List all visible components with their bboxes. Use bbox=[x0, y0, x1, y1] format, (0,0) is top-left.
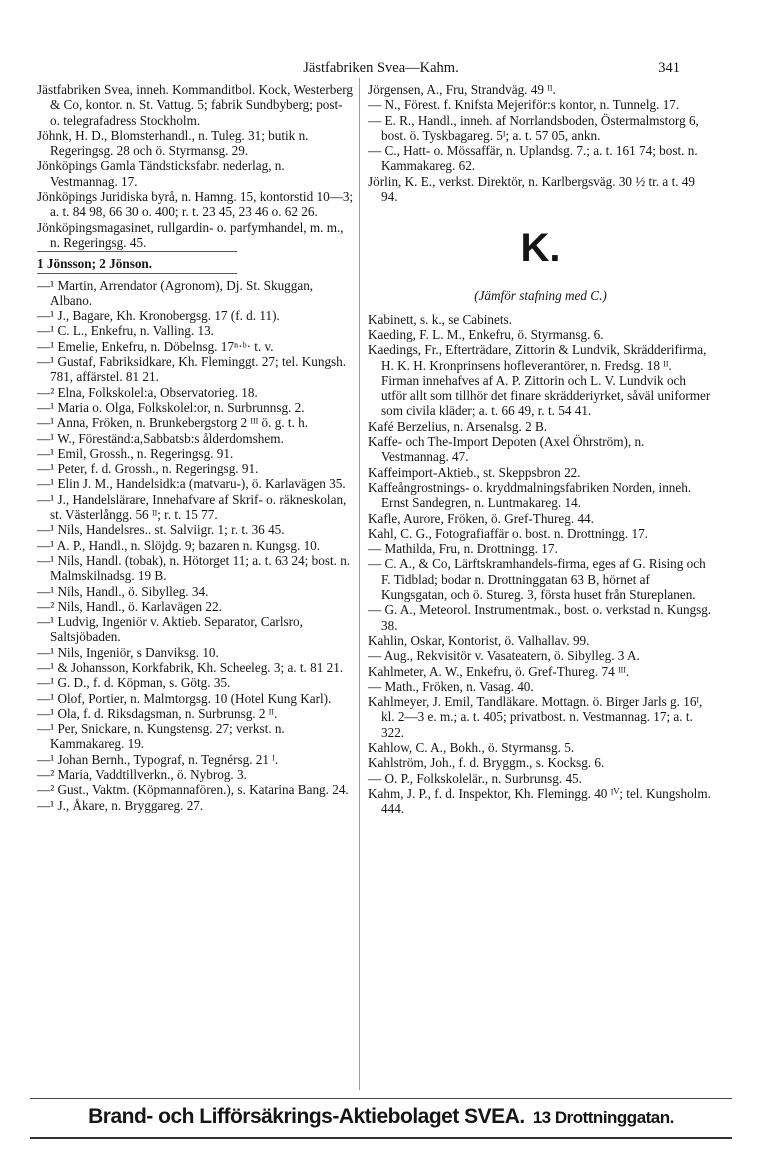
list-item: —¹ Ola, f. d. Riksdagsman, n. Surbrunsg. 2 ᴵᴵ. bbox=[37, 705, 278, 721]
separator-rule bbox=[37, 273, 237, 274]
list-item: Jästfabriken Svea, inneh. Kommanditbol. Kock, Westerberg & Co, kontor. n. St. Vattug. 5; fabrik Sundbyberg; post- o. telegrafadress Stockholm. bbox=[37, 82, 353, 128]
list-item: — O. P., Folkskolelär., n. Surbrunsg. 45. bbox=[368, 770, 582, 786]
list-item: Jönköpingsmagasinet, rullgardin- o. parfymhandel, m. m., n. Regeringsg. 45. bbox=[37, 219, 344, 250]
list-item: Kahlmeter, A. W., Enkefru, ö. Gref-Thureg. 74 ᴵᴵᴵ. bbox=[368, 663, 630, 679]
list-item: —¹ W., Föreständ:a,Sabbatsb:s ålderdomshem. bbox=[37, 430, 284, 446]
list-item: Kahm, J. P., f. d. Inspektor, Kh. Flemingg. 40 ᴵⱽ; tel. Kungsholm. 444. bbox=[368, 785, 711, 817]
list-item: —¹ Peter, f. d. Grossh., n. Regeringsg. 91. bbox=[37, 461, 259, 477]
list-item: —¹ J., Bagare, Kh. Kronobergsg. 17 (f. d. 11). bbox=[37, 308, 280, 324]
list-item: Kaffe- och The-Import Depoten (Axel Öhrström), n. Vestmannag. 47. bbox=[368, 434, 645, 465]
list-item: Kaeding, F. L. M., Enkefru, ö. Styrmansg. 6. bbox=[368, 326, 604, 342]
left-column bbox=[37, 82, 355, 813]
list-item: —¹ Gustaf, Fabriksidkare, Kh. Fleminggt. 27; tel. Kungsh. 781, affärstel. 81 21. bbox=[37, 354, 347, 385]
list-item: —¹ Per, Snickare, n. Kungstensg. 27; verkst. n. Kammakareg. 19. bbox=[37, 721, 285, 752]
list-item: — N., Förest. f. Knifsta Mejeriför:s kontor, n. Tunnelg. 17. bbox=[368, 97, 680, 113]
list-item: —¹ C. L., Enkefru, n. Valling. 13. bbox=[37, 323, 214, 339]
list-item: —¹ J., Handelslärare, Innehafvare af Skrif- o. räkneskolan, st. Västerlångg. 56 ᴵᴵ; r. t. 15 77. bbox=[37, 491, 347, 523]
list-item: Kahlström, Joh., f. d. Bryggm., s. Kocksg. 6. bbox=[368, 755, 605, 771]
list-item: —¹ Emil, Grossh., n. Regeringsg. 91. bbox=[37, 445, 234, 461]
list-item: —¹ Maria o. Olga, Folkskolel:or, n. Surbrunnsg. 2. bbox=[37, 399, 305, 415]
list-item: —¹ Anna, Fröken, n. Brunkebergstorg 2 ᴵᴵᴵ ö. g. t. h. bbox=[37, 415, 309, 431]
list-item: —² Maria, Vaddtillverkn., ö. Nybrog. 3. bbox=[37, 767, 247, 783]
list-item: — Math., Fröken, n. Vasag. 40. bbox=[368, 678, 534, 694]
section-note: (Jämför stafning med C.) bbox=[474, 288, 607, 304]
list-item: —¹ A. P., Handl., n. Slöjdg. 9; bazaren n. Kungsg. 10. bbox=[37, 537, 321, 553]
surname-heading: 1 Jönsson; 2 Jönson. bbox=[37, 256, 153, 272]
list-item: —² Gust., Vaktm. (Köpmannafören.), s. Katarina Bang. 24. bbox=[37, 782, 349, 798]
list-item: — C., Hatt- o. Mössaffär, n. Uplandsg. 7.; a. t. 161 74; bost. n. Kammakareg. 62. bbox=[368, 143, 698, 174]
list-item: Kahlow, C. A., Bokh., ö. Styrmansg. 5. bbox=[368, 739, 575, 755]
list-item: —² Elna, Folkskolel:a, Observatorieg. 18. bbox=[37, 384, 258, 400]
list-item: —¹ Emelie, Enkefru, n. Döbelnsg. 17ⁿ·ᵇ· t. v. bbox=[37, 338, 274, 354]
footer-rule-bottom bbox=[30, 1137, 732, 1139]
list-item: —¹ J., Åkare, n. Bryggareg. 27. bbox=[37, 797, 204, 813]
column-divider bbox=[359, 78, 360, 1090]
list-item: Kafle, Aurore, Fröken, ö. Gref-Thureg. 44. bbox=[368, 510, 594, 526]
list-item: — Aug., Rekvisitör v. Vasateatern, ö. Sibylleg. 3 A. bbox=[368, 648, 640, 664]
list-item: Kahlmeyer, J. Emil, Tandläkare. Mottagn. ö. Birger Jarls g. 16ᴵ, kl. 2—3 e. m.; a. t. 405; privatbost. n. Vestmannag. 17; a. t. 322. bbox=[368, 694, 703, 740]
list-item: —² Nils, Handl., ö. Karlavägen 22. bbox=[37, 598, 222, 614]
page-number: 341 bbox=[658, 60, 680, 76]
list-item: Kahl, C. G., Fotografiaffär o. bost. n. Drottningg. 17. bbox=[368, 525, 648, 541]
list-item: Kahlin, Oskar, Kontorist, ö. Valhallav. 99. bbox=[368, 632, 590, 648]
list-item: —¹ Ludvig, Ingeniör v. Aktieb. Separator, Carlsro, Saltsjöbaden. bbox=[37, 614, 303, 645]
section-letter: K. bbox=[520, 226, 561, 271]
list-item: —¹ Johan Bernh., Typograf, n. Tegnérsg. 21 ᴵ. bbox=[37, 751, 279, 767]
right-column bbox=[368, 82, 713, 816]
running-title: Jästfabriken Svea—Kahm. bbox=[303, 60, 459, 76]
list-item: — G. A., Meteorol. Instrumentmak., bost. o. verkstad n. Kungsg. 38. bbox=[368, 602, 712, 633]
separator-rule bbox=[37, 251, 237, 252]
list-item: —¹ Nils, Handl. (tobak), n. Hötorget 11; a. t. 63 24; bost. n. Malmskilnadsg. 19 B. bbox=[37, 552, 351, 584]
list-item: Jörgensen, A., Fru, Strandväg. 49 ᴵᴵ. bbox=[368, 82, 556, 97]
list-item: Jönköpings Gamla Tändsticksfabr. nederlag, n. Vestmannag. 17. bbox=[37, 158, 285, 189]
list-item: — C. A., & Co, Lärftskramhandels-firma, eges af G. Rising och F. Tidblad; bodar n. Drottninggatan 63 B, hörnet af Kungsgatan, och ö. Stureg. 3, första huset från Stureplanen. bbox=[368, 556, 706, 603]
list-item: Kaffeångrostnings- o. kryddmalningsfabriken Norden, inneh. Ernst Sandegren, n. Luntmakareg. 14. bbox=[368, 479, 692, 511]
list-item: Jörlin, K. E., verkst. Direktör, n. Karlbergsväg. 30 ½ tr. a t. 49 94. bbox=[368, 173, 696, 205]
list-item: —¹ Martin, Arrendator (Agronom), Dj. St. Skuggan, Albano. bbox=[37, 277, 314, 308]
list-item: Kabinett, s. k., se Cabinets. bbox=[368, 311, 512, 327]
page-header bbox=[0, 60, 762, 80]
list-item: Jönköpings Juridiska byrå, n. Hamng. 15, kontorstid 10—3; a. t. 84 98, 66 30 o. 400; r. t. 23 45, 23 46 o. 62 26. bbox=[37, 189, 354, 220]
list-item: —¹ Nils, Handelsres.. st. Salviigr. 1; r. t. 36 45. bbox=[37, 522, 285, 538]
advertisement-text: Brand- och Lifförsäkrings-Aktiebolaget SVEA. bbox=[88, 1105, 525, 1128]
advertisement-address: 13 Drottninggatan. bbox=[532, 1108, 674, 1127]
list-item: Jöhnk, H. D., Blomsterhandl., n. Tuleg. 31; butik n. Regeringsg. 28 och ö. Styrmansg. 29. bbox=[37, 127, 309, 159]
list-item: —¹ Nils, Handl., ö. Sibylleg. 34. bbox=[37, 583, 209, 599]
list-item: Kaedings, Fr., Efterträdare, Zittorin & Lundvik, Skrädderifirma, H. K. H. Kronprinsens hofleverantörer, n. Fredsg. 18 ᴵᴵ. Firman innehafves af A. P. Zittorin och L. V. Lundvik och utför allt som tillhör det finare skrädderiyrket, såväl uniformer som civila kläder; a. t. 66 49, r. t. 54 41. bbox=[368, 342, 711, 419]
list-item: —¹ & Johansson, Korkfabrik, Kh. Scheeleg. 3; a. t. 81 21. bbox=[37, 659, 344, 675]
advertisement bbox=[30, 1105, 732, 1129]
list-item: —¹ Olof, Portier, n. Malmtorgsg. 10 (Hotel Kung Karl). bbox=[37, 690, 332, 706]
list-item: — Mathilda, Fru, n. Drottningg. 17. bbox=[368, 541, 558, 557]
list-item: —¹ Nils, Ingeniör, s Danviksg. 10. bbox=[37, 644, 219, 660]
list-item: Kaffeimport-Aktieb., st. Skeppsbron 22. bbox=[368, 464, 581, 480]
advertisement-footer bbox=[30, 1098, 732, 1139]
list-item: Kafé Berzelius, n. Arsenalsg. 2 B. bbox=[368, 418, 548, 434]
footer-rule bbox=[30, 1098, 732, 1099]
list-item: —¹ Elin J. M., Handelsidk:a (matvaru-), ö. Karlavägen 35. bbox=[37, 476, 346, 492]
list-item: — E. R., Handl., inneh. af Norrlandsboden, Östermalmstorg 6, bost. ö. Tyskbagareg. 5ᴵ; a. t. 57 05, ankn. bbox=[368, 112, 699, 143]
list-item: —¹ G. D., f. d. Köpman, s. Götg. 35. bbox=[37, 675, 231, 691]
